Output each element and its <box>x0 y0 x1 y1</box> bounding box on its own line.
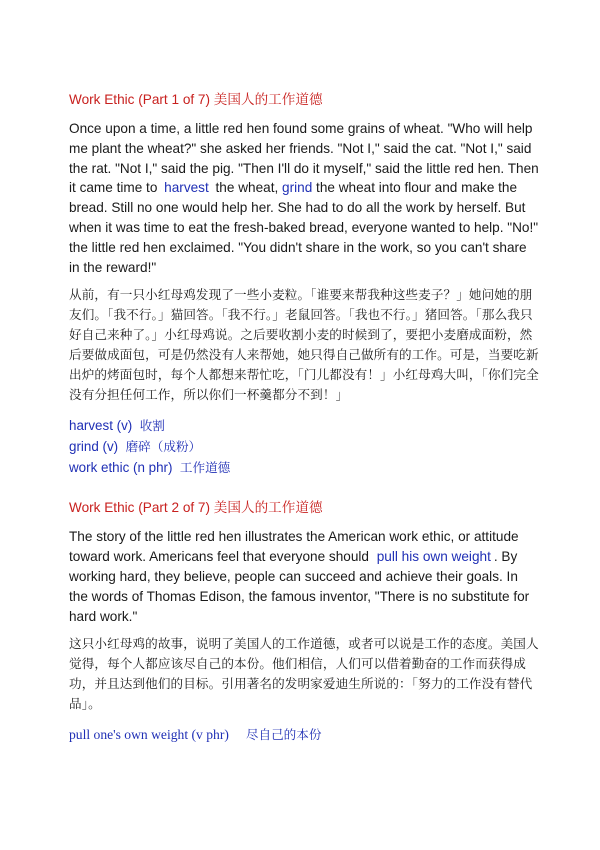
part1-english-paragraph <box>69 119 539 277</box>
section-spacer <box>69 488 539 498</box>
keyword-grind: grind <box>282 180 313 196</box>
part2-vocab-list <box>69 724 539 745</box>
vocab-item-work-ethic <box>69 457 539 478</box>
part2-en-text-2: . By working hard, they believe, people can succeed and achieve their goals. In the words of Thomas Edison, the famous inventor, "There is no substitute for hard work." <box>69 549 530 624</box>
part2-chinese-paragraph: 这只小红母鸡的故事，说明了美国人的工作道德，或者可以说是工作的态度。美国人觉得，每个人都应该尽自己的本份。他们相信，人们可以借着勤奋的工作而获得成功，并且达到他们的目标。引用著名的发明家爱迪生所说的：「努力的工作没有替代品」。 <box>69 636 539 712</box>
vocab-term: work ethic (n phr) <box>69 460 173 476</box>
part1-title: Work Ethic (Part 1 of 7) 美国人的工作道德 <box>69 92 323 107</box>
document-page <box>69 90 539 755</box>
vocab-item-pull-ones-own-weight <box>69 724 539 745</box>
part1-en-text-1: Once upon a time, a little red hen found some grains of wheat. "Who will help me plant the wheat?" she asked her friends. "Not I," said the cat. "Not I," said the rat. "Not I," said the pig. "Then I'll do it myself," said the little red hen. Then it came time to <box>69 121 539 196</box>
part1-vocab-list <box>69 415 539 478</box>
part2-title: Work Ethic (Part 2 of 7) 美国人的工作道德 <box>69 500 323 516</box>
vocab-definition: 磨碎（成粉） <box>125 439 202 455</box>
part1-en-text-2: the wheat, <box>211 180 283 196</box>
part2-english-paragraph <box>69 527 539 626</box>
part1-en-text-3: the wheat into flour and make the bread. Still no one would help her. She had to do all the work by herself. But when it was time to eat the fresh-baked bread, everyone wanted to help. "No!" the little red hen exclaimed. "You didn't share in the work, so you can't share in the reward!" <box>69 180 539 275</box>
vocab-term: pull one's own weight (v phr) <box>69 727 229 743</box>
vocab-item-harvest <box>69 415 539 436</box>
part1-chinese-paragraph: 从前，有一只小红母鸡发现了一些小麦粒。「谁要来帮我种这些麦子？」她问她的朋友们。「我不行。」猫回答。「我不行。」老鼠回答。「我也不行。」猪回答。「那么我只好自己来种了。」小红母鸡说。之后要收割小麦的时候到了，要把小麦磨成面粉，然后要做成面包，可是仍然没有人来帮她，她只得自己做所有的工作。可是，当要吃新出炉的烤面包时，每个人都想来帮忙吃，「门儿都没有！」小红母鸡大叫，「你们完全没有分担任何工作，所以你们一杯羹都分不到！」 <box>69 287 539 403</box>
part2-en-text-1: The story of the little red hen illustrates the American work ethic, or attitude toward work. Americans feel that everyone should <box>69 529 519 565</box>
vocab-definition: 收割 <box>139 418 165 434</box>
keyword-harvest: harvest <box>164 180 209 196</box>
keyword-pull-his-own-weight: pull his own weight <box>376 549 491 565</box>
vocab-term: harvest (v) <box>69 418 133 434</box>
vocab-definition: 尽自己的本份 <box>245 727 322 743</box>
vocab-item-grind <box>69 436 539 457</box>
vocab-definition: 工作道德 <box>179 460 231 476</box>
vocab-term: grind (v) <box>69 439 119 455</box>
